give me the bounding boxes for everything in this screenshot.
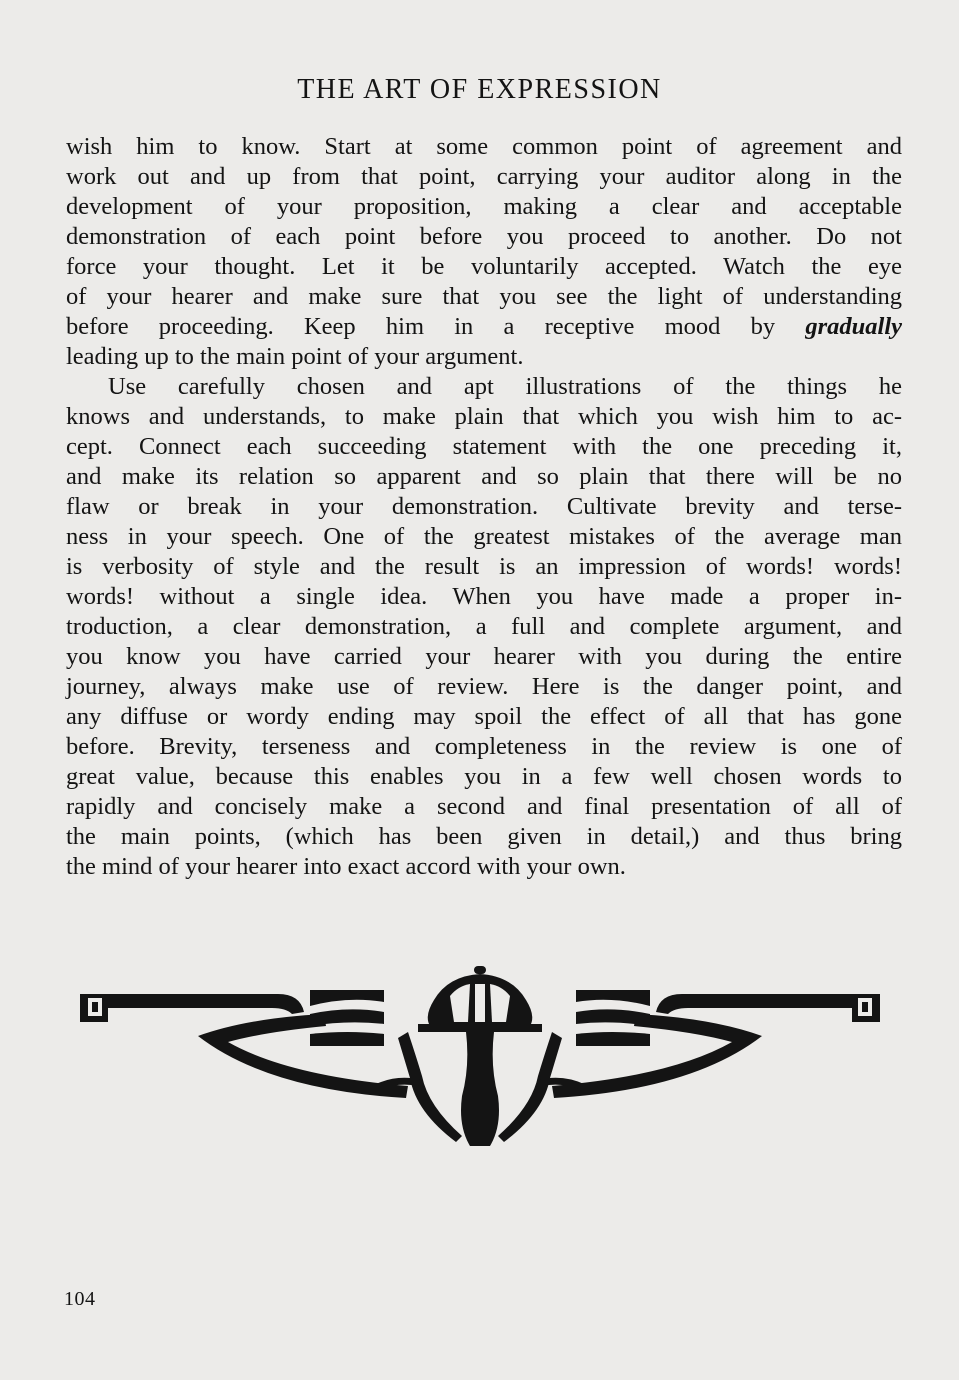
text-line: force your thought. Let it be voluntarily accepted. Watch the eye <box>66 253 902 280</box>
text-line: journey, always make use of review. Here is the danger point, and <box>66 673 902 700</box>
text-line: the mind of your hearer into exact accord with your own. <box>66 853 626 880</box>
text-line: leading up to the main point of your argument. <box>66 343 524 370</box>
text-line: work out and up from that point, carrying your auditor along in the <box>66 163 902 190</box>
page-number: 104 <box>64 1288 96 1310</box>
text-line: and make its relation so apparent and so plain that there will be no <box>66 463 902 490</box>
body-text <box>66 132 902 882</box>
text-line: of your hearer and make sure that you see the light of understanding <box>66 283 902 310</box>
running-head: THE ART OF EXPRESSION <box>297 74 662 105</box>
text-line: the main points, (which has been given in detail,) and thus bring <box>66 823 902 850</box>
text-line <box>66 312 902 342</box>
text-line: knows and understands, to make plain that which you wish him to ac- <box>66 403 902 430</box>
text-line: rapidly and concisely make a second and final presentation of all of <box>66 793 902 820</box>
text-line-part: before proceeding. Keep him in a receptive mood by <box>66 313 776 340</box>
text-line: great value, because this enables you in a few well chosen words to <box>66 763 902 790</box>
art-nouveau-ornament-icon <box>78 966 882 1166</box>
text-line: troduction, a clear demonstration, a full and complete argument, and <box>66 613 902 640</box>
text-line: demonstration of each point before you proceed to another. Do not <box>66 223 902 250</box>
text-line: flaw or break in your demonstration. Cultivate brevity and terse- <box>66 493 902 520</box>
text-line: is verbosity of style and the result is an impression of words! words! <box>66 553 902 580</box>
emphasized-word: gradually <box>805 313 903 340</box>
text-line: Use carefully chosen and apt illustrations of the things he <box>108 373 902 400</box>
text-line: words! without a single idea. When you have made a proper in- <box>66 583 902 610</box>
text-line: cept. Connect each succeeding statement with the one preceding it, <box>66 433 902 460</box>
text-line: you know you have carried your hearer with you during the entire <box>66 643 902 670</box>
text-line: ness in your speech. One of the greatest mistakes of the average man <box>66 523 902 550</box>
text-line: before. Brevity, terseness and completeness in the review is one of <box>66 733 902 760</box>
text-line: development of your proposition, making a clear and acceptable <box>66 193 902 220</box>
text-line: wish him to know. Start at some common point of agreement and <box>66 133 902 160</box>
text-line: any diffuse or wordy ending may spoil the effect of all that has gone <box>66 703 902 730</box>
